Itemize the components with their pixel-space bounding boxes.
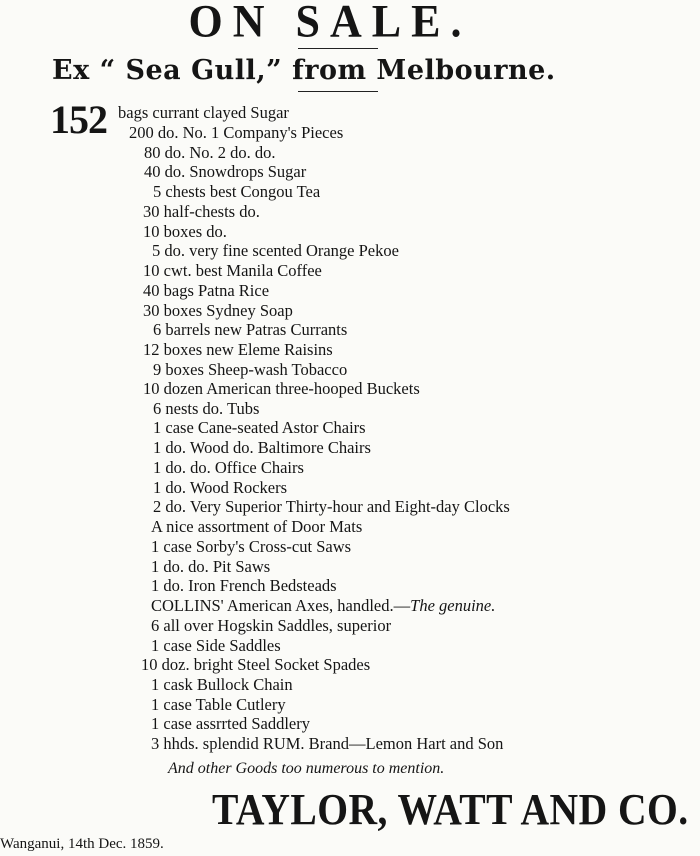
list-item: 1 do. do. Pit Saws: [151, 557, 271, 576]
list-item: 5 do. very fine scented Orange Pekoe: [152, 241, 399, 260]
list-item: 30 half-chests do.: [143, 202, 260, 221]
list-item: 3 hhds. splendid RUM. Brand—Lemon Hart and Son: [151, 734, 504, 753]
rule-top: [298, 48, 378, 49]
list-item: 1 case Cane-seated Astor Chairs: [153, 418, 366, 437]
list-item: 1 do. Wood Rockers: [153, 478, 288, 497]
list-item: 30 boxes Sydney Soap: [143, 301, 293, 320]
list-item-axes: [151, 596, 495, 615]
list-item: 1 case Sorby's Cross-cut Saws: [151, 537, 352, 556]
list-item: 10 boxes do.: [143, 222, 227, 241]
list-item: 10 cwt. best Manila Coffee: [143, 261, 322, 280]
list-item: 9 boxes Sheep-wash Tobacco: [153, 360, 348, 379]
list-item: 200 do. No. 1 Company's Pieces: [129, 123, 344, 142]
closing-note: And other Goods too numerous to mention.: [168, 760, 445, 777]
list-item: 1 case assrrted Saddlery: [151, 714, 310, 733]
subheadline: Ex “ Sea Gull,” from Melbourne.: [52, 55, 556, 86]
list-item: 6 barrels new Patras Currants: [153, 320, 348, 339]
axes-text: COLLINS' American Axes, handled.—: [151, 596, 411, 615]
list-item: 10 doz. bright Steel Socket Spades: [141, 655, 371, 674]
lead-quantity: 152: [50, 97, 107, 142]
list-item: 80 do. No. 2 do. do.: [144, 143, 276, 162]
list-item: bags currant clayed Sugar: [118, 103, 289, 122]
list-item: 2 do. Very Superior Thirty-hour and Eight-day Clocks: [153, 497, 510, 516]
list-item: 1 do. Wood do. Baltimore Chairs: [153, 438, 371, 457]
list-item: 5 chests best Congou Tea: [153, 182, 321, 201]
list-item: 12 boxes new Eleme Raisins: [143, 340, 333, 359]
list-item: 1 case Side Saddles: [151, 636, 281, 655]
list-item: 40 do. Snowdrops Sugar: [144, 162, 307, 181]
list-item: 6 nests do. Tubs: [153, 399, 260, 418]
headline: ON SALE.: [188, 0, 472, 48]
list-item: 40 bags Patna Rice: [143, 281, 270, 300]
rule-under-subhead: [298, 91, 378, 92]
list-item: 10 dozen American three-hooped Buckets: [143, 379, 420, 398]
firm-name: TAYLOR, WATT AND CO.: [212, 785, 689, 834]
list-item: 6 all over Hogskin Saddles, superior: [151, 616, 392, 635]
dateline: Wanganui, 14th Dec. 1859.: [0, 836, 164, 852]
list-item: 1 do. do. Office Chairs: [153, 458, 304, 477]
list-item: 1 case Table Cutlery: [151, 695, 286, 714]
list-item: 1 cask Bullock Chain: [151, 675, 293, 694]
list-item: A nice assortment of Door Mats: [151, 517, 363, 536]
list-item: 1 do. Iron French Bedsteads: [151, 576, 337, 595]
axes-italic-suffix: The genuine.: [410, 596, 496, 615]
